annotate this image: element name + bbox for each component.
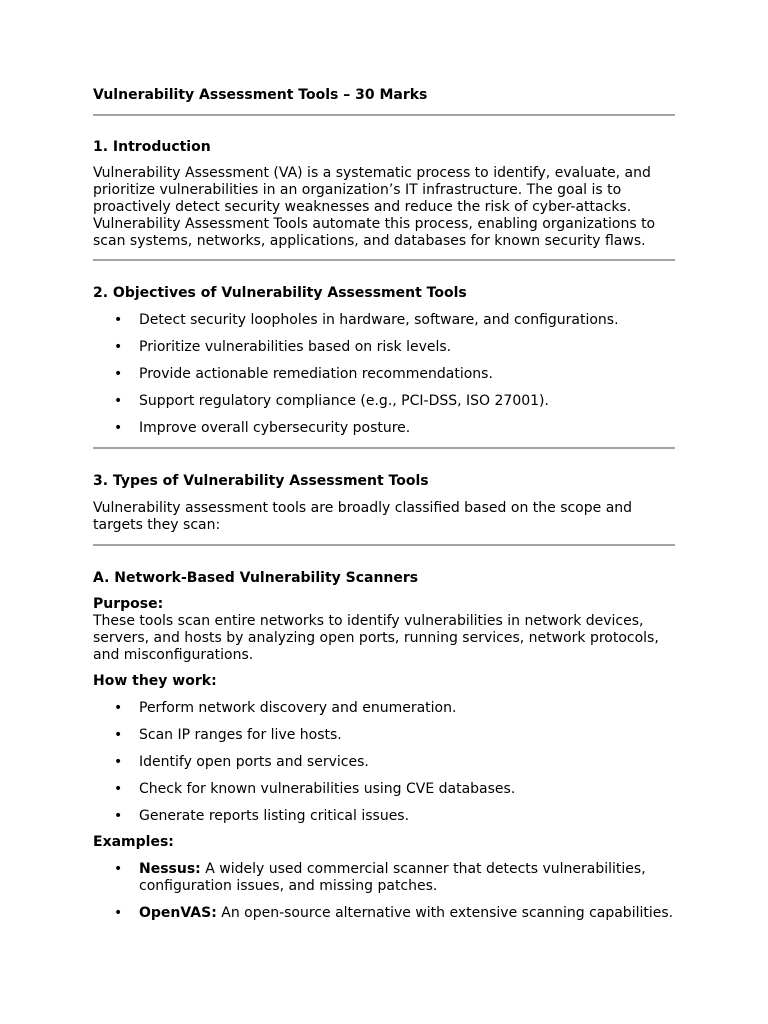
purpose-paragraph: These tools scan entire networks to identify vulnerabilities in network devices, servers, and hosts by analyzing open ports, running services, network protocols, and misconfigurations. [93,613,659,663]
list-item: • Identify open ports and services. [114,754,369,770]
list-item: • Generate reports listing critical issues. [114,808,410,824]
bullet-icon: • [114,905,123,921]
bullet-icon: • [114,727,123,743]
divider [93,447,675,449]
example-tool-name: Nessus: [139,861,201,877]
list-item [93,905,675,922]
document-content [93,87,675,922]
examples-label: Examples: [93,834,174,850]
example-tool-description: An open-source alternative with extensive scanning capabilities. [216,905,674,921]
bullet-icon: • [114,808,123,824]
section-heading-objectives: 2. Objectives of Vulnerability Assessment Tools [93,285,467,301]
bullet-icon: • [114,393,123,409]
list-item: • Scan IP ranges for live hosts. [114,727,342,743]
example-tool-description: A widely used commercial scanner that detects vulnerabilities, configuration issues, and missing patches. [139,861,646,894]
list-item: • Detect security loopholes in hardware, software, and configurations. [114,312,619,328]
list-item: • Perform network discovery and enumeration. [114,700,457,716]
introduction-paragraph: Vulnerability Assessment (VA) is a systematic process to identify, evaluate, and prioritize vulnerabilities in an organization’s IT infrastructure. The goal is to proactively detect security weaknesses and reduce the risk of cyber-attacks. Vulnerability Assessment Tools automate this process, enabling organizations to scan systems, networks, applications, and databases for known security flaws. [93,165,656,249]
bullet-icon: • [114,700,123,716]
purpose-label: Purpose: [93,596,164,612]
bullet-icon: • [114,312,123,328]
list-item: • Provide actionable remediation recommendations. [114,366,493,382]
subsection-heading-network-scanners: A. Network-Based Vulnerability Scanners [93,570,419,586]
examples-list [93,861,675,922]
example-tool-name: OpenVAS: [139,905,217,921]
how-they-work-list [93,700,675,825]
bullet-icon: • [114,781,123,797]
bullet-icon: • [114,339,123,355]
section-heading-introduction: 1. Introduction [93,139,211,155]
divider [93,114,675,116]
list-item: • Improve overall cybersecurity posture. [114,420,411,436]
document-title: Vulnerability Assessment Tools – 30 Marks [93,87,428,103]
list-item: • Support regulatory compliance (e.g., PCI-DSS, ISO 27001). [114,393,549,409]
list-item: • Prioritize vulnerabilities based on risk levels. [114,339,452,355]
divider [93,544,675,546]
bullet-icon: • [114,420,123,436]
objectives-list [93,312,675,437]
section-heading-types: 3. Types of Vulnerability Assessment Tools [93,473,429,489]
how-they-work-label: How they work: [93,673,217,689]
list-item [93,861,675,895]
bullet-icon: • [114,366,123,382]
divider [93,259,675,261]
bullet-icon: • [114,861,123,877]
types-paragraph: Vulnerability assessment tools are broadly classified based on the scope and targets they scan: [93,500,633,533]
list-item: • Check for known vulnerabilities using CVE databases. [114,781,516,797]
bullet-icon: • [114,754,123,770]
